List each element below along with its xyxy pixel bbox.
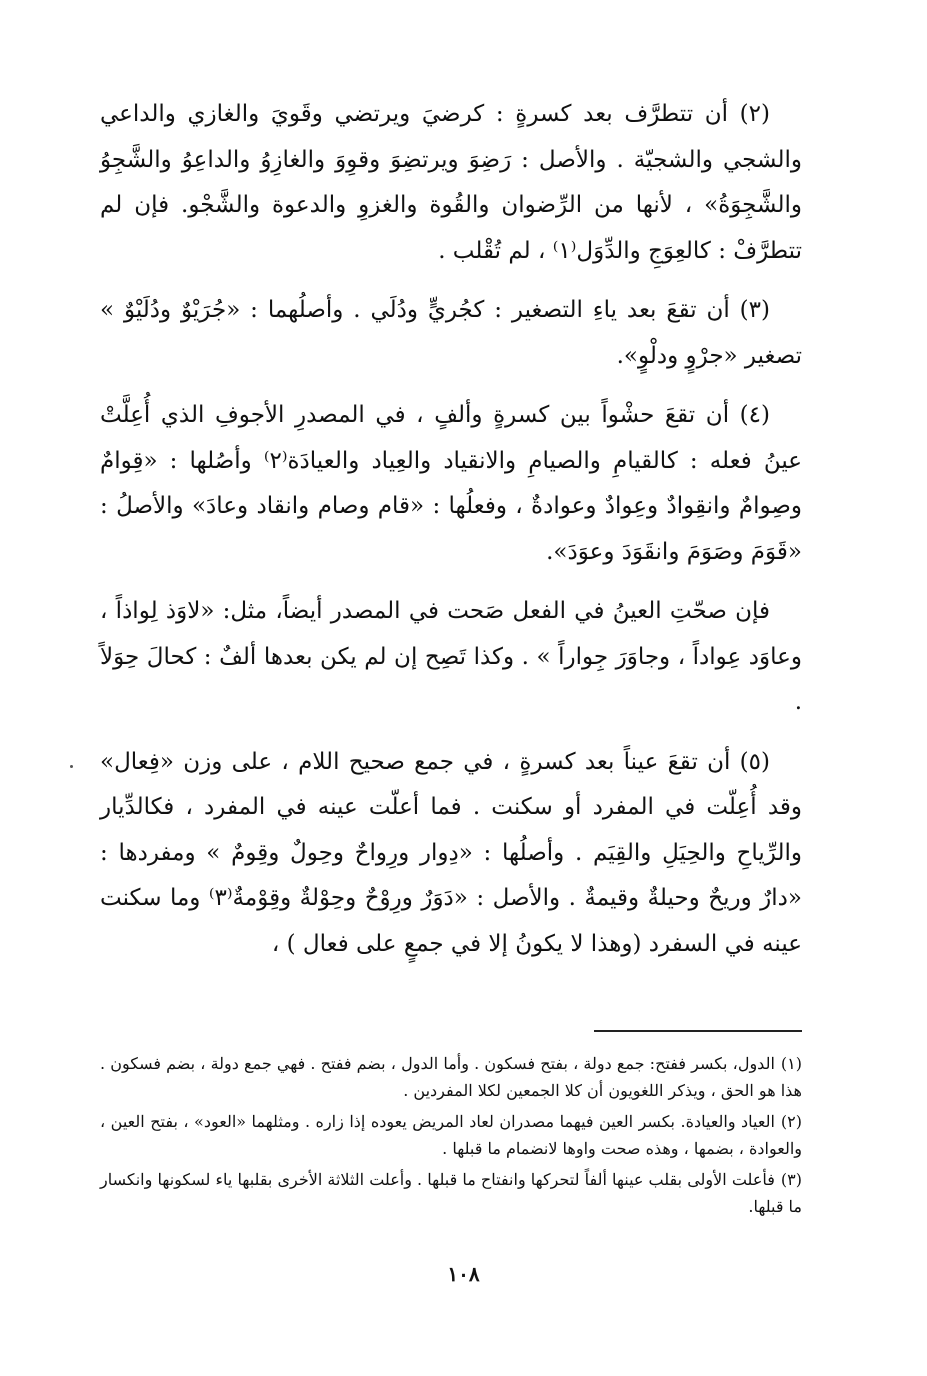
footnote-number: (٢) bbox=[780, 1112, 802, 1131]
footnote-text: العياد والعيادة. بكسر العين فيهما مصدران لعاد المريض يعوده إذا زاره . ومثلهما «العود» ، بفتح العين ، والعوادة ، بضمها ، وهذه صحت واوها لانضمام ما قبلها . bbox=[100, 1112, 802, 1158]
footnote-3 bbox=[100, 1166, 802, 1220]
footnote-2 bbox=[100, 1108, 802, 1162]
footnote-number: (٣) bbox=[780, 1170, 802, 1189]
footnote-text: فأعلت الأولى بقلب عينها ألفاً لتحركها وانفتاح ما قبلها . وأعلت الثلاثة الأخرى بقلبها ياء لسكونها وانكسار ما قبلها. bbox=[100, 1170, 802, 1216]
page-number: ١٠٨ bbox=[447, 1262, 480, 1286]
footnotes bbox=[100, 1050, 802, 1224]
paragraph-condition-4: (٤) أن تقعَ حشْواً بين كسرةٍ وألفٍ ، في المصدرِ الأجوفِ الذي أُعِلَّتْ عينُ فعله : كالقيامِ والصيامِ والانقياد والعِياد والعيادَة⁽٢⁾ وأصُلها : «قِوامٌ وصِوامٌ وانقِوادٌ وعِوادٌ وعوادةٌ ، وفعلُها : «قام وصام وانقاد وعادَ» والأصلُ : «قَوَمَ وصَوَمَ وانقَوَدَ وعوَدَ». bbox=[100, 402, 802, 565]
footnote-1 bbox=[100, 1050, 802, 1104]
paragraph-exception: فإن صحّتِ العينُ في الفعل صَحت في المصدر أيضاً، مثل: «لاوَذ لِواذاً ، وعاوَد عِواداً ، وجاوَرَ جِواراً » . وكذا تَصِح إن لم يكن بعدها ألفٌ : كحالَ حِوَلاً . bbox=[100, 598, 802, 715]
footnote-text: الدول، بكسر ففتح: جمع دولة ، بفتح فسكون . وأما الدول ، بضم ففتح . فهي جمع دولة ، بضم فسكون . هذا هو الحق ، ويذكر اللغويون أن كلا الجمعين لكلا المفردين . bbox=[100, 1054, 802, 1100]
main-text bbox=[100, 92, 802, 981]
paragraph-condition-2: (٢) أن تتطرَّف بعد كسرةٍ : كرضيَ ويرتضي وقَويَ والغازي والداعي والشجي والشجيّة . والأصل : رَضِوَ ويرتضِوَ وقوِوَ والغازِوُ والداعِوُ والشَّجِوُ والشَّجِوَةُ» ، لأنها من الرِّضوان والقُوة والغزوِ والدعوة والشَّجْو. فإن لم تتطرَّفْ : كالعِوَجِ والدِّوَل⁽١⁾ ، لم تُقْلب . bbox=[100, 101, 802, 264]
footnote-number: (١) bbox=[780, 1054, 802, 1073]
stray-mark bbox=[70, 765, 73, 768]
paragraph-condition-5: (٥) أن تقعَ عيناً بعد كسرةٍ ، في جمع صحيح اللام ، على وزن «فِعال» وقد أُعِلّت في المفرد أو سكنت . فما أعلّت عينه في المفرد ، فكالدِّيار والرِّياحِ والحِيَلِ والقِيَم . وأصلُها : «دِوار ورِواحٌ وحِولٌ وقِومٌ » ومفردها : «دارٌ وريحٌ وحيلةٌ وقيمةٌ . والأصل : «دَوَرٌ ورِوْحٌ وحِوْلةٌ وقِوْمةٌ⁽٣⁾ وما سكنت عينه في السفرد (وهذا لا يكونُ إلا في جمعٍ على فعال ) ، bbox=[100, 748, 802, 957]
paragraph-condition-3: (٣) أن تقعَ بعد ياءِ التصغير : كجُريٍّ ودُلَي . وأصلُهما : «جُرَيْوٌ ودُلَيْوٌ » تصغير «جرْوٍ ودلْوٍ». bbox=[100, 297, 802, 369]
footnote-divider bbox=[594, 1030, 802, 1032]
